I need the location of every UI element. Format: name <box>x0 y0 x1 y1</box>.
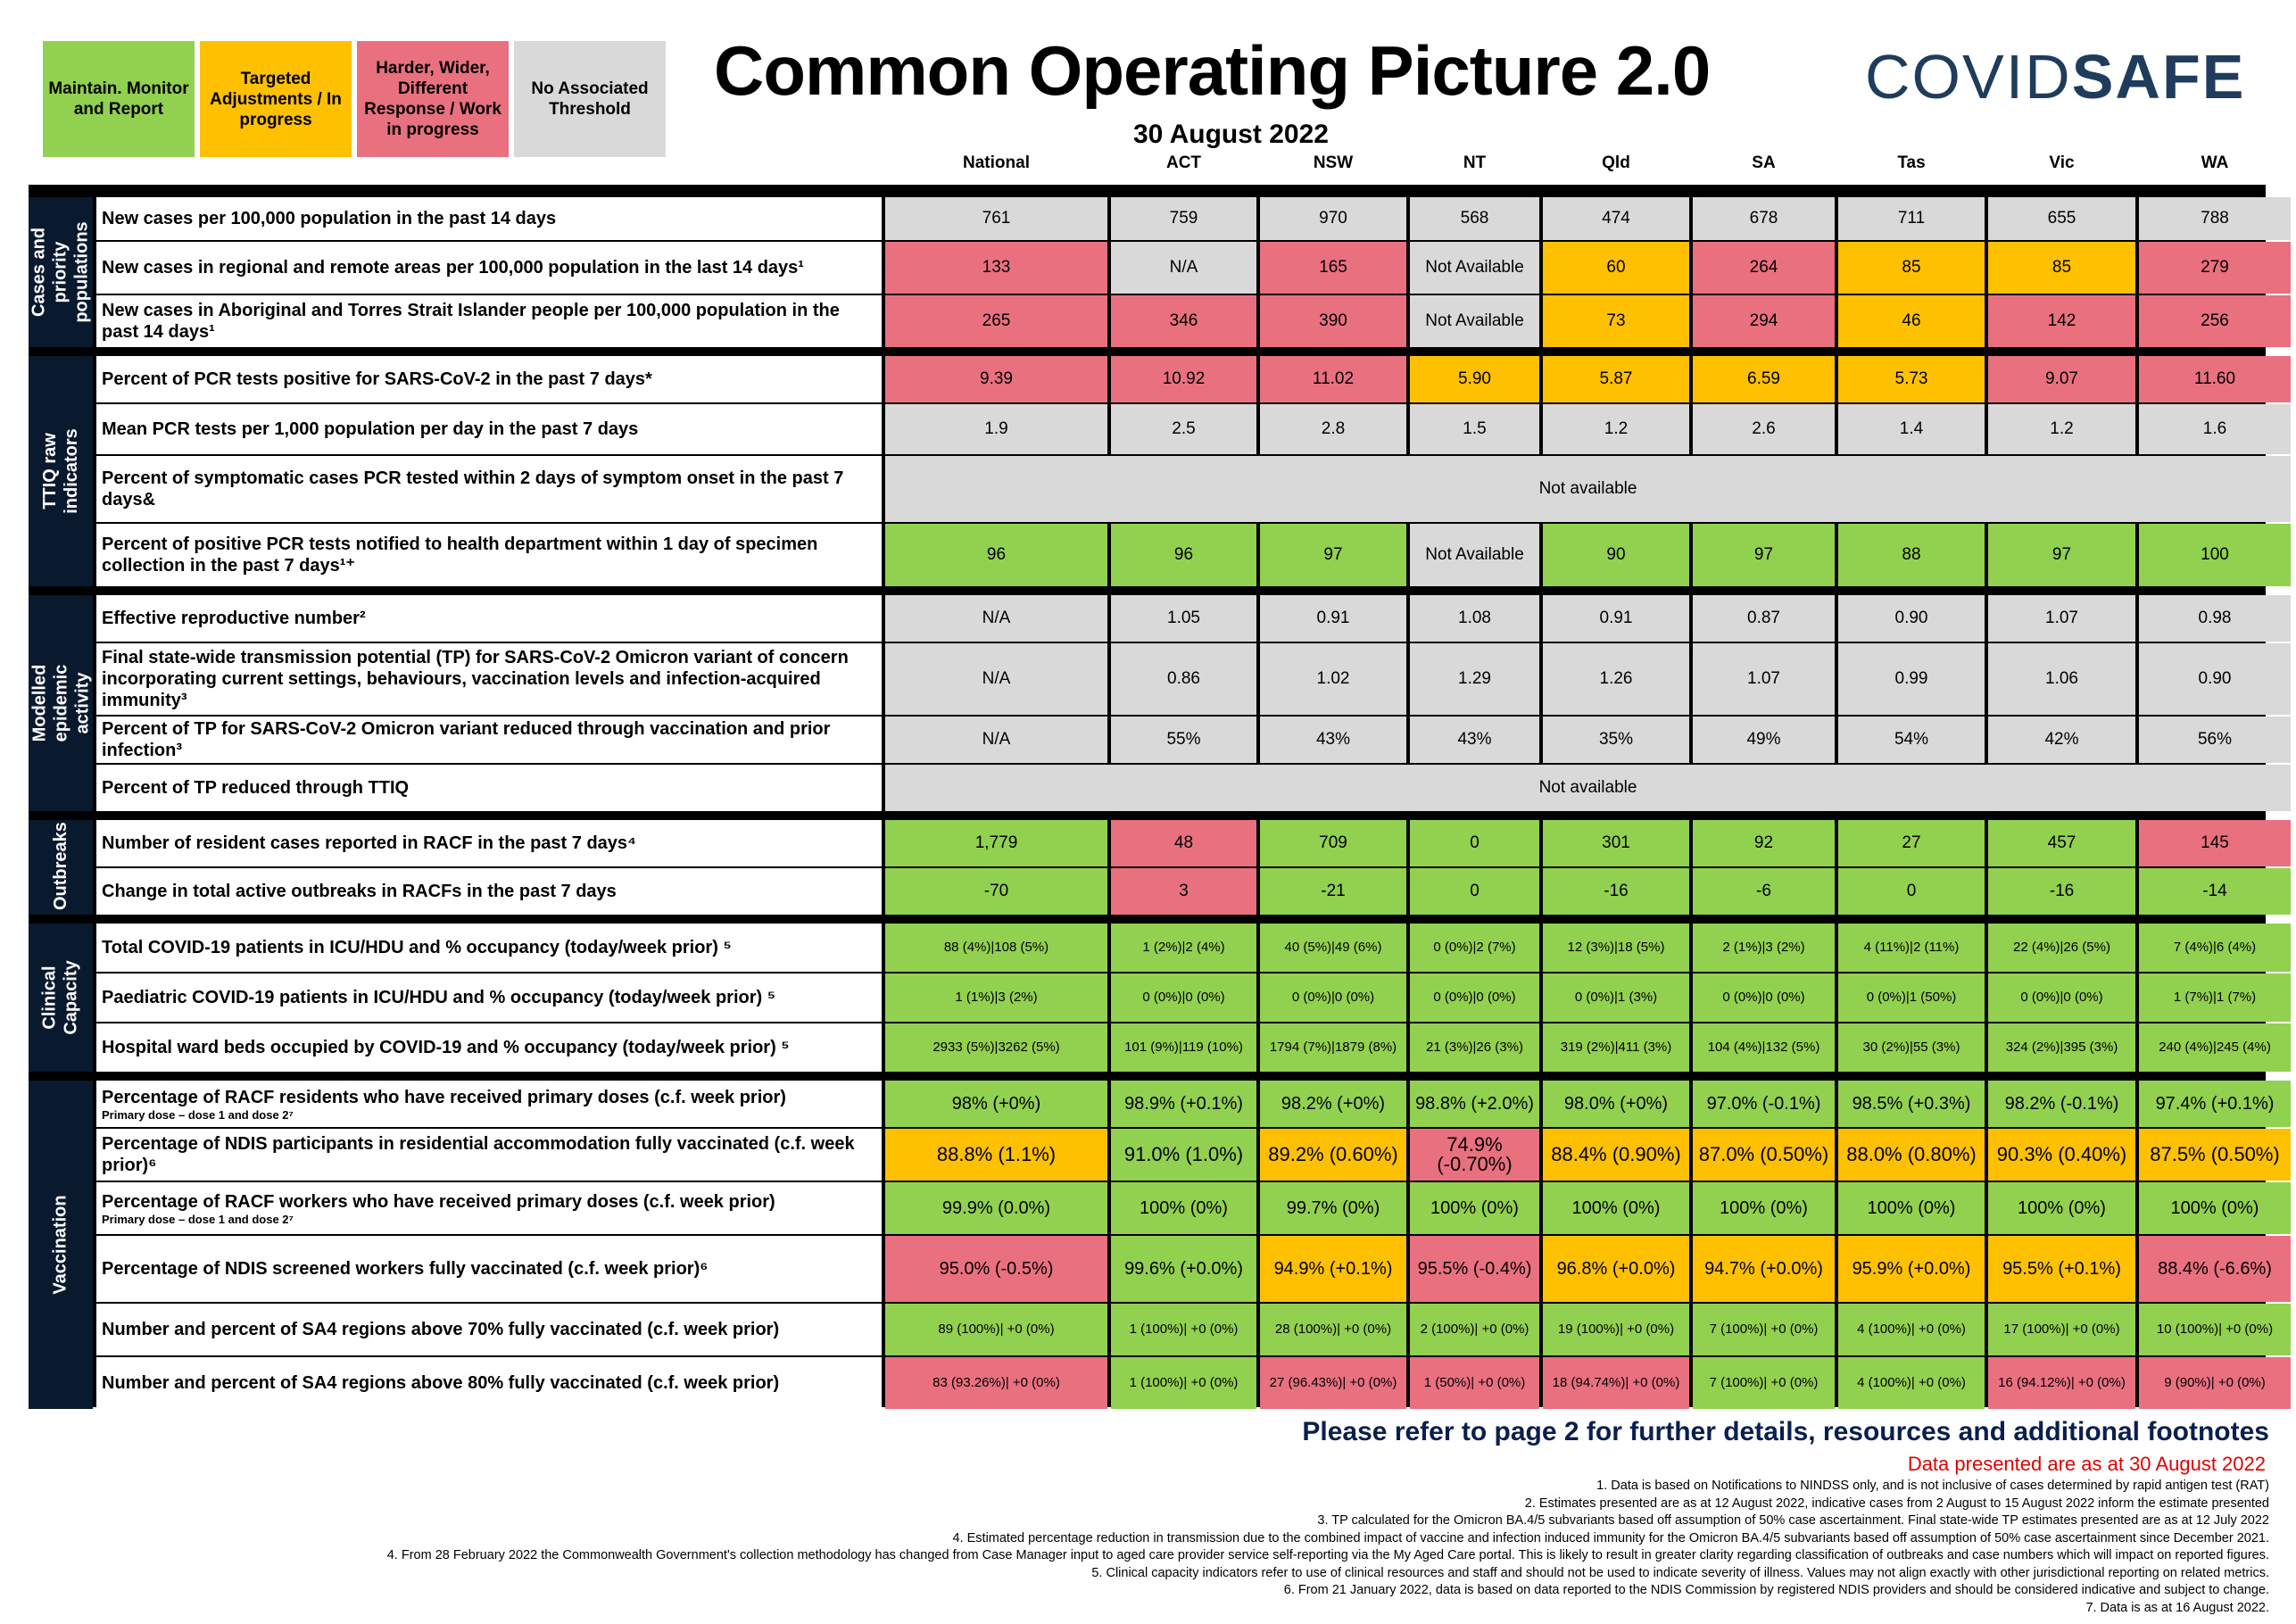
value-cell: 655 <box>1988 197 2135 240</box>
value-cell: N/A <box>885 595 1107 642</box>
indicator-label: Percentage of NDIS participants in residential accommodation fully vaccinated (c.f. week prior)⁶ <box>96 1129 882 1181</box>
value-cell: 1794 (7%)|1879 (8%) <box>1260 1023 1406 1072</box>
section-label: Vaccination <box>29 1081 93 1409</box>
value-cell: 390 <box>1260 295 1406 347</box>
value-cell: 1 (7%)|1 (7%) <box>2139 974 2291 1022</box>
value-cell: 99.9% (0.0%) <box>885 1182 1107 1234</box>
value-cell: -70 <box>885 868 1107 915</box>
value-cell: 7 (100%)| +0 (0%) <box>1693 1304 1835 1355</box>
section-label: Outbreaks <box>29 820 93 915</box>
indicator-label: Effective reproductive number² <box>96 595 882 642</box>
legend-no-threshold: No Associated Threshold <box>514 41 666 157</box>
value-cell: 264 <box>1693 242 1835 294</box>
value-cell: 5.90 <box>1410 356 1539 402</box>
value-cell: 1.6 <box>2139 404 2291 454</box>
value-cell: 88.8% (1.1%) <box>885 1129 1107 1181</box>
value-cell: 88 <box>1838 524 1985 586</box>
value-cell: 294 <box>1693 295 1835 347</box>
legend <box>43 41 671 157</box>
value-cell: 2.5 <box>1111 404 1256 454</box>
value-cell: 1.29 <box>1410 643 1539 715</box>
value-cell: 95.5% (-0.4%) <box>1410 1236 1539 1302</box>
column-header: ACT <box>1165 153 1202 172</box>
page-title: Common Operating Picture 2.0 <box>714 31 1711 110</box>
value-cell: 98.0% (+0%) <box>1543 1081 1689 1127</box>
value-cell: 89.2% (0.60%) <box>1260 1129 1406 1181</box>
value-cell: 2.8 <box>1260 404 1406 454</box>
column-header: National <box>963 153 1030 172</box>
value-cell: 346 <box>1111 295 1256 347</box>
footnote: 2. Estimates presented are as at 12 August 2022, indicative cases from 2 August to 15 August 2022 inform the estimate presented <box>1524 1496 2269 1511</box>
value-cell: 1.05 <box>1111 595 1256 642</box>
value-cell: 265 <box>885 295 1107 347</box>
indicator-sublabel: Primary dose – dose 1 and dose 2⁷ <box>102 1212 294 1226</box>
value-cell: 1 (1%)|3 (2%) <box>885 974 1107 1022</box>
data-presented-note: Data presented are as at 30 August 2022 <box>1907 1453 2266 1475</box>
value-cell: 97.4% (+0.1%) <box>2139 1081 2291 1127</box>
indicator-label: Number and percent of SA4 regions above 80% fully vaccinated (c.f. week prior) <box>96 1357 882 1409</box>
indicator-label: Mean PCR tests per 1,000 population per day in the past 7 days <box>96 404 882 454</box>
value-cell: 104 (4%)|132 (5%) <box>1693 1023 1835 1072</box>
value-cell: 11.60 <box>2139 356 2291 402</box>
value-cell: 0.99 <box>1838 643 1985 715</box>
value-cell: 99.7% (0%) <box>1260 1182 1406 1234</box>
value-cell: 1,779 <box>885 820 1107 866</box>
value-cell: 0.90 <box>2139 643 2291 715</box>
value-cell: 474 <box>1543 197 1689 240</box>
indicator-label: New cases in regional and remote areas per 100,000 population in the last 14 days¹ <box>96 242 882 294</box>
value-cell: Not Available <box>1410 524 1539 586</box>
value-cell: N/A <box>885 717 1107 763</box>
value-cell: 98.9% (+0.1%) <box>1111 1081 1256 1127</box>
column-header: Tas <box>1897 153 1926 172</box>
value-cell: 240 (4%)|245 (4%) <box>2139 1023 2291 1072</box>
value-cell: 0.86 <box>1111 643 1256 715</box>
column-header: NT <box>1463 153 1487 172</box>
value-cell: 18 (94.74%)| +0 (0%) <box>1543 1357 1689 1409</box>
value-cell: 145 <box>2139 820 2291 866</box>
value-cell: 90 <box>1543 524 1689 586</box>
value-cell: 55% <box>1111 717 1256 763</box>
value-cell: 142 <box>1988 295 2135 347</box>
value-cell: 98.2% (+0%) <box>1260 1081 1406 1127</box>
value-cell: 74.9%(-0.70%) <box>1410 1129 1539 1181</box>
value-cell: 56% <box>2139 717 2291 763</box>
value-cell: 97 <box>1988 524 2135 586</box>
value-cell: 46 <box>1838 295 1985 347</box>
report-date: 30 August 2022 <box>1133 120 1329 149</box>
value-cell: 100% (0%) <box>1543 1182 1689 1234</box>
value-cell: 2 (1%)|3 (2%) <box>1693 924 1835 972</box>
value-cell: 759 <box>1111 197 1256 240</box>
value-cell: 0 (0%)|0 (0%) <box>1410 974 1539 1022</box>
value-cell: 5.87 <box>1543 356 1689 402</box>
indicator-label: Paediatric COVID-19 patients in ICU/HDU and % occupancy (today/week prior) ⁵ <box>96 974 882 1022</box>
value-cell: -6 <box>1693 868 1835 915</box>
indicator-label: Percent of TP reduced through TTIQ <box>96 765 882 811</box>
value-cell: 85 <box>1838 242 1985 294</box>
value-cell: 568 <box>1410 197 1539 240</box>
value-cell: 709 <box>1260 820 1406 866</box>
value-cell: 10 (100%)| +0 (0%) <box>2139 1304 2291 1355</box>
value-cell: 1.5 <box>1410 404 1539 454</box>
indicator-sublabel: Primary dose – dose 1 and dose 2⁷ <box>102 1107 294 1122</box>
value-cell: 5.73 <box>1838 356 1985 402</box>
value-cell: 256 <box>2139 295 2291 347</box>
value-cell: 100% (0%) <box>1111 1182 1256 1234</box>
indicator-label: New cases per 100,000 population in the past 14 days <box>96 197 882 240</box>
value-cell: 49% <box>1693 717 1835 763</box>
value-cell: 89 (100%)| +0 (0%) <box>885 1304 1107 1355</box>
value-cell-span: Not available <box>885 765 2291 811</box>
value-cell: 6.59 <box>1693 356 1835 402</box>
footnote: 4. From 28 February 2022 the Commonwealth Government's collection methodology has changed from Case Manager input to aged care provider service self-reporting via the My Aged Care portal. This is likely to result in greater clarity regarding classification of outbreaks and case numbers which will impact on reported figures. <box>386 1548 2269 1562</box>
section-label: TTIQ raw indicators <box>29 356 93 586</box>
indicator-label: Change in total active outbreaks in RACFs in the past 7 days <box>96 868 882 915</box>
refer-note: Please refer to page 2 for further details, resources and additional footnotes <box>1302 1417 2269 1446</box>
value-cell: 94.9% (+0.1%) <box>1260 1236 1406 1302</box>
value-cell: 301 <box>1543 820 1689 866</box>
value-cell: 761 <box>885 197 1107 240</box>
column-header: NSW <box>1313 153 1354 172</box>
value-cell: 22 (4%)|26 (5%) <box>1988 924 2135 972</box>
value-cell: 35% <box>1543 717 1689 763</box>
value-cell: 1.07 <box>1988 595 2135 642</box>
covidsafe-logo: COVIDSAFE <box>1865 42 2246 112</box>
section-label: Modelled epidemic activity <box>29 595 93 811</box>
value-cell: 100% (0%) <box>1988 1182 2135 1234</box>
value-cell: Not Available <box>1410 242 1539 294</box>
value-cell: 0 (0%)|0 (0%) <box>1111 974 1256 1022</box>
value-cell: -16 <box>1543 868 1689 915</box>
value-cell: 88.0% (0.80%) <box>1838 1129 1985 1181</box>
value-cell: 17 (100%)| +0 (0%) <box>1988 1304 2135 1355</box>
value-cell: 1.2 <box>1543 404 1689 454</box>
column-header: Qld <box>1602 153 1630 172</box>
section-label: Clinical Capacity <box>29 924 93 1072</box>
value-cell: 92 <box>1693 820 1835 866</box>
indicator-label: Percentage of NDIS screened workers fully vaccinated (c.f. week prior)⁶ <box>96 1236 882 1302</box>
value-cell: N/A <box>1111 242 1256 294</box>
value-cell: 2 (100%)| +0 (0%) <box>1410 1304 1539 1355</box>
value-cell: 0.87 <box>1693 595 1835 642</box>
value-cell: 96 <box>885 524 1107 586</box>
value-cell: 1.08 <box>1410 595 1539 642</box>
indicator-label: Total COVID-19 patients in ICU/HDU and % occupancy (today/week prior) ⁵ <box>96 924 882 972</box>
value-cell: 60 <box>1543 242 1689 294</box>
value-cell: 21 (3%)|26 (3%) <box>1410 1023 1539 1072</box>
value-cell: 90.3% (0.40%) <box>1988 1129 2135 1181</box>
value-cell: 9.39 <box>885 356 1107 402</box>
footnote: 3. TP calculated for the Omicron BA.4/5 subvariants based off assumption of 50% case ascertainment. Final state-wide TP estimates presented are as at 12 July 2022 <box>1317 1513 2269 1528</box>
value-cell: 16 (94.12%)| +0 (0%) <box>1988 1357 2135 1409</box>
value-cell: 100% (0%) <box>1838 1182 1985 1234</box>
indicator-label: Percentage of RACF workers who have received primary doses (c.f. week prior) Primary dose – dose 1 and dose 2⁷ <box>96 1182 882 1234</box>
legend-maintain: Maintain. Monitor and Report <box>43 41 195 157</box>
value-cell: 99.6% (+0.0%) <box>1111 1236 1256 1302</box>
value-cell: 0 (0%)|0 (0%) <box>1988 974 2135 1022</box>
value-cell: N/A <box>885 643 1107 715</box>
value-cell: 95.0% (-0.5%) <box>885 1236 1107 1302</box>
value-cell: 11.02 <box>1260 356 1406 402</box>
value-cell: 95.5% (+0.1%) <box>1988 1236 2135 1302</box>
value-cell-span: Not available <box>885 456 2291 522</box>
value-cell: 87.0% (0.50%) <box>1693 1129 1835 1181</box>
value-cell: 0 (0%)|0 (0%) <box>1260 974 1406 1022</box>
value-cell: 7 (4%)|6 (4%) <box>2139 924 2291 972</box>
value-cell: 73 <box>1543 295 1689 347</box>
value-cell: 100% (0%) <box>1410 1182 1539 1234</box>
value-cell: 1.2 <box>1988 404 2135 454</box>
value-cell: 1.9 <box>885 404 1107 454</box>
indicator-label: Percent of PCR tests positive for SARS-CoV-2 in the past 7 days* <box>96 356 882 402</box>
value-cell: 319 (2%)|411 (3%) <box>1543 1023 1689 1072</box>
value-cell: 40 (5%)|49 (6%) <box>1260 924 1406 972</box>
indicator-label: Percentage of RACF residents who have received primary doses (c.f. week prior) Primary dose – dose 1 and dose 2⁷ <box>96 1081 882 1127</box>
indicator-label: New cases in Aboriginal and Torres Strait Islander people per 100,000 population in the past 14 days¹ <box>96 295 882 347</box>
legend-targeted: Targeted Adjustments / In progress <box>200 41 352 157</box>
value-cell: 100 <box>2139 524 2291 586</box>
column-header: SA <box>1752 153 1776 172</box>
value-cell: 27 <box>1838 820 1985 866</box>
section-label: Cases and priority populations <box>29 197 93 347</box>
footnote: 7. Data is as at 16 August 2022. <box>2085 1600 2269 1615</box>
value-cell: 85 <box>1988 242 2135 294</box>
value-cell: 87.5% (0.50%) <box>2139 1129 2291 1181</box>
value-cell: -16 <box>1988 868 2135 915</box>
value-cell: 96 <box>1111 524 1256 586</box>
value-cell: 1 (50%)| +0 (0%) <box>1410 1357 1539 1409</box>
legend-harder: Harder, Wider, Different Response / Work in progress <box>357 41 509 157</box>
value-cell: 0.98 <box>2139 595 2291 642</box>
value-cell: 19 (100%)| +0 (0%) <box>1543 1304 1689 1355</box>
value-cell: 43% <box>1410 717 1539 763</box>
value-cell: 98.5% (+0.3%) <box>1838 1081 1985 1127</box>
value-cell: 42% <box>1988 717 2135 763</box>
value-cell: 279 <box>2139 242 2291 294</box>
value-cell: 28 (100%)| +0 (0%) <box>1260 1304 1406 1355</box>
value-cell: 788 <box>2139 197 2291 240</box>
value-cell: 4 (100%)| +0 (0%) <box>1838 1357 1985 1409</box>
value-cell: 88.4% (-6.6%) <box>2139 1236 2291 1302</box>
value-cell: 7 (100%)| +0 (0%) <box>1693 1357 1835 1409</box>
value-cell: 4 (100%)| +0 (0%) <box>1838 1304 1985 1355</box>
value-cell: 1.4 <box>1838 404 1985 454</box>
value-cell: 9.07 <box>1988 356 2135 402</box>
value-cell: 27 (96.43%)| +0 (0%) <box>1260 1357 1406 1409</box>
value-cell: 0 (0%)|2 (7%) <box>1410 924 1539 972</box>
indicator-label: Hospital ward beds occupied by COVID-19 and % occupancy (today/week prior) ⁵ <box>96 1023 882 1072</box>
value-cell: 48 <box>1111 820 1256 866</box>
value-cell: 91.0% (1.0%) <box>1111 1129 1256 1181</box>
indicator-label: Final state-wide transmission potential (TP) for SARS-CoV-2 Omicron variant of concern incorporating current settings, behaviours, vaccination levels and infection-acquired immunity³ <box>96 643 882 715</box>
value-cell: 324 (2%)|395 (3%) <box>1988 1023 2135 1072</box>
footnote: 6. From 21 January 2022, data is based on data reported to the NDIS Commission by registered NDIS providers and should be considered indicative and subject to change. <box>1283 1583 2269 1597</box>
value-cell: 12 (3%)|18 (5%) <box>1543 924 1689 972</box>
value-cell: 94.7% (+0.0%) <box>1693 1236 1835 1302</box>
value-cell: 83 (93.26%)| +0 (0%) <box>885 1357 1107 1409</box>
value-cell: 1.07 <box>1693 643 1835 715</box>
value-cell: -14 <box>2139 868 2291 915</box>
value-cell: 0 (0%)|1 (3%) <box>1543 974 1689 1022</box>
value-cell: -21 <box>1260 868 1406 915</box>
value-cell: 97 <box>1260 524 1406 586</box>
value-cell: 54% <box>1838 717 1985 763</box>
footnotes <box>83 1478 2269 1617</box>
value-cell: 0.91 <box>1260 595 1406 642</box>
value-cell: 88.4% (0.90%) <box>1543 1129 1689 1181</box>
value-cell: 711 <box>1838 197 1985 240</box>
value-cell: 0 <box>1410 868 1539 915</box>
value-cell: 1 (100%)| +0 (0%) <box>1111 1357 1256 1409</box>
indicator-label: Percent of symptomatic cases PCR tested within 2 days of symptom onset in the past 7 days& <box>96 456 882 522</box>
value-cell: 9 (90%)| +0 (0%) <box>2139 1357 2291 1409</box>
column-header: Vic <box>2049 153 2075 172</box>
value-cell: 43% <box>1260 717 1406 763</box>
value-cell: 0.91 <box>1543 595 1689 642</box>
value-cell: 97 <box>1693 524 1835 586</box>
value-cell: 2.6 <box>1693 404 1835 454</box>
value-cell: 0 <box>1410 820 1539 866</box>
value-cell: 970 <box>1260 197 1406 240</box>
footnote: 5. Clinical capacity indicators refer to use of clinical resources and staff and should not be used to indicate severity of illness. Values may not align exactly with other jurisdictional reporting on related metrics. <box>1091 1565 2269 1580</box>
value-cell: 0 (0%)|0 (0%) <box>1693 974 1835 1022</box>
value-cell: 88 (4%)|108 (5%) <box>885 924 1107 972</box>
footnote: 1. Data is based on Notifications to NINDSS only, and is not inclusive of cases determined by rapid antigen test (RAT) <box>1596 1479 2269 1493</box>
value-cell: 30 (2%)|55 (3%) <box>1838 1023 1985 1072</box>
value-cell: 1.26 <box>1543 643 1689 715</box>
value-cell: 457 <box>1988 820 2135 866</box>
value-cell: 1.06 <box>1988 643 2135 715</box>
indicator-label: Percent of positive PCR tests notified to health department within 1 day of specimen collection in the past 7 days¹⁺ <box>96 524 882 586</box>
value-cell: 133 <box>885 242 1107 294</box>
indicator-label: Number of resident cases reported in RACF in the past 7 days⁴ <box>96 820 882 866</box>
value-cell: 0 (0%)|1 (50%) <box>1838 974 1985 1022</box>
value-cell: 100% (0%) <box>1693 1182 1835 1234</box>
value-cell: Not Available <box>1410 295 1539 347</box>
value-cell: 3 <box>1111 868 1256 915</box>
value-cell: 95.9% (+0.0%) <box>1838 1236 1985 1302</box>
value-cell: 0.90 <box>1838 595 1985 642</box>
value-cell: 100% (0%) <box>2139 1182 2291 1234</box>
value-cell: 1.02 <box>1260 643 1406 715</box>
value-cell: 101 (9%)|119 (10%) <box>1111 1023 1256 1072</box>
footnote: 4. Estimated percentage reduction in transmission due to the combined impact of vaccine and infection induced immunity for the Omicron BA.4/5 subvariants based off assumption of 50% case ascertainment since December 2021. <box>952 1530 2269 1545</box>
column-header: WA <box>2201 153 2229 172</box>
value-cell: 0 <box>1838 868 1985 915</box>
value-cell: 4 (11%)|2 (11%) <box>1838 924 1985 972</box>
value-cell: 1 (2%)|2 (4%) <box>1111 924 1256 972</box>
value-cell: 2933 (5%)|3262 (5%) <box>885 1023 1107 1072</box>
value-cell: 678 <box>1693 197 1835 240</box>
value-cell: 98% (+0%) <box>885 1081 1107 1127</box>
value-cell: 98.2% (-0.1%) <box>1988 1081 2135 1127</box>
indicator-table <box>29 185 2280 1407</box>
value-cell: 1 (100%)| +0 (0%) <box>1111 1304 1256 1355</box>
value-cell: 96.8% (+0.0%) <box>1543 1236 1689 1302</box>
value-cell: 98.8% (+2.0%) <box>1410 1081 1539 1127</box>
value-cell: 97.0% (-0.1%) <box>1693 1081 1835 1127</box>
indicator-label: Percent of TP for SARS-CoV-2 Omicron variant reduced through vaccination and prior infection³ <box>96 717 882 763</box>
indicator-label: Number and percent of SA4 regions above 70% fully vaccinated (c.f. week prior) <box>96 1304 882 1355</box>
value-cell: 165 <box>1260 242 1406 294</box>
value-cell: 10.92 <box>1111 356 1256 402</box>
